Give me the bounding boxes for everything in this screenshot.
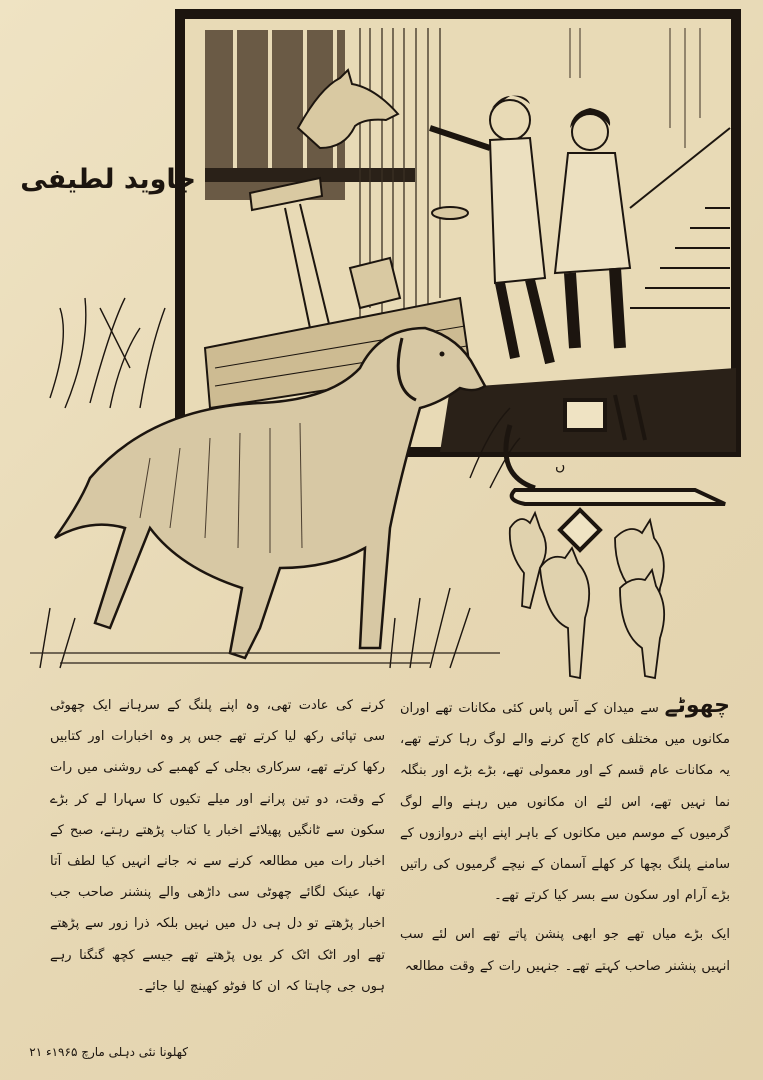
paragraph-text: ایک بڑے میاں تھے جو ابھی پنشن پاتے تھے اس لئے سب انہیں پنشنر صاحب کہتے تھے۔ جنہیں رات کے وقت مطالعہ (400, 927, 730, 974)
article-column-right (400, 690, 730, 982)
author-byline: جاوید لطیفی (20, 164, 196, 195)
paragraph-text: کرنے کی عادت تھی، وہ اپنے پلنگ کے سرہانے ایک چھوٹی سی تپائی رکھ لیا کرتے تھے جس پر وہ اخبارات اور کتابیں رکھا کرتے تھے، سرکاری بجلی کے کھمبے کی روشنی میں رات کے وقت، دو تین پرانے اور میلے تکیوں کا سہارا لے کر بڑے سکون سے ٹانگیں پھیلائے اخبار یا کتاب پڑھتے رہتے، صبح کے اخبار رات میں مطالعہ کرنے سے نہ جانے انہیں کیا لطف آتا تھا، عینک لگائے چھوٹی سی داڑھی والے پنشنر صاحب جب اخبار پڑھتے تو دل ہی دل میں نہیں بلکہ ذرا زور سے پڑھتے تھے اور اٹک اٹک کر یوں پڑھتے تھے جیسے کچھ گنگنا رہے ہوں جی چاہتا کہ ان کا فوٹو کھینچ لیا جائے۔ (50, 698, 385, 994)
page-footer: کھلونا نئی دہلی مارچ ۱۹۶۵ء ۲۱ (29, 1045, 188, 1059)
svg-text:ں: ں (555, 458, 566, 474)
dog-and-children-illustration (20, 8, 750, 698)
drop-cap-word: چھوٹے (664, 693, 730, 718)
story-title-calligraphy (495, 380, 730, 560)
paragraph (400, 690, 730, 911)
paragraph (50, 690, 385, 1002)
paragraph-text: سے میدان کے آس پاس کئی مکانات تھے اوران مکانوں میں مختلف کام کاج کرنے والے لوگ رہا کرتے تھے، یہ مکانات عام قسم کے اور معمولی تھے، بڑے بڑے اور بنگلہ نما نہیں تھے، اس لئے ان مکانوں میں رہنے والے لوگ گرمیوں کے موسم میں مکانوں کے باہر اپنے اپنے دروازوں کے سامنے پلنگ بچھا کر کھلے آسمان کے نیچے گرمیوں کی راتیں بڑے آرام اور سکون سے بسر کیا کرتے تھے۔ (400, 701, 730, 904)
paragraph (400, 919, 730, 981)
article-column-left (50, 690, 385, 1002)
